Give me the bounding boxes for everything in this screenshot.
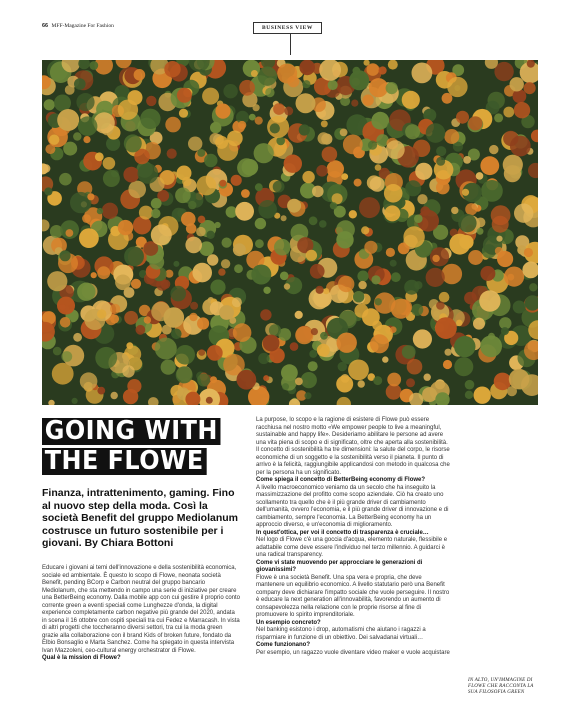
interview-question: In quest'ottica, per voi il concetto di trasparenza è cruciale… bbox=[256, 529, 429, 536]
interview-question: Come spiega il concetto di BetterBeing economy di Flowe? bbox=[256, 477, 426, 483]
middle-column bbox=[256, 417, 452, 657]
body-paragraph: Flowe è una società Benefit. Una spa vera e propria, che deve mantenere un equilibrio economico. A livello statutario però una Benefit company deve dichiarare l'impatto sociale che vuole perseguire. Il nostro è educare la next generation all'innovabilità, favorendo un aumento di consapevolezza nella relazione con le proprie risorse al fine di promuovere lo spirito imprenditoriale. bbox=[256, 574, 450, 618]
photo-caption: IN ALTO, UN'IMMAGINE DI FLOWE CHE RACCONTA LA SUA FILOSOFIA GREEN bbox=[468, 678, 534, 695]
section-tag: BUSINESS VIEW bbox=[253, 22, 322, 34]
body-paragraph: Nel logo di Flowe c'è una goccia d'acqua, elemento naturale, flessibile e adattabile come deve essere l'individuo nel terzo millennio. A guidarci è una radical transparency. bbox=[256, 537, 448, 558]
body-paragraph: A livello macroeconomico veniamo da un secolo che ha inseguito la massimizzazione del profitto come scopo aziendale. Ciò ha creato uno scollamento tra quello che è il più grande driver di cambiamento dell'umanità, ovvero l'economia, e il più grande driver di innovazione e di cambiamento, sempre l'economia. La BetterBeing economy ha un approccio diverso, e un'economia di miglioramento. bbox=[256, 484, 449, 528]
body-paragraph: La purpose, lo scopo e la ragione di esistere di Flowe può essere racchiusa nel nostro motto «We empower people to live a meaningful, sustainable and happy life». Desideriamo abilitare le persone ad avere una vita piena di scopo e di significato, oltre che aperta alla sostenibilità. Il concetto di sostenibilità ha tre dimensioni: la salute del corpo, le risorse economiche di un soggetto e la sostenibilità verso il pianeta. Il punto di arrivo è la felicità, raggiungibile applicandosi con metodo in qualcosa che per la persona ha un significato. bbox=[256, 417, 450, 476]
page-header bbox=[42, 23, 114, 29]
forest-canopy-image bbox=[42, 60, 538, 405]
interview-question: Un esempio concreto? bbox=[256, 619, 321, 626]
title-line-1: GOING WITH bbox=[42, 418, 221, 445]
page-number: 66 bbox=[42, 23, 49, 29]
left-column bbox=[42, 565, 240, 663]
interview-question: Come funzionano? bbox=[256, 642, 310, 648]
body-paragraph: Nel banking esistono i drop, automatismi che aiutano i ragazzi a risparmiare in funzione di un obiettivo. Dei salvadanai virtuali… bbox=[256, 627, 426, 641]
article-lead: Finanza, intrattenimento, gaming. Fino al nuovo step della moda. Così la società Benefit del gruppo Mediolanum costrusce un futuro sostenibile per i giovani. By Chiara Bottoni bbox=[42, 487, 239, 549]
forest-aerial-photo bbox=[42, 60, 538, 405]
section-divider bbox=[290, 33, 291, 55]
interview-question: Come vi state muovendo per approcciare le generazioni di giovanissimi? bbox=[256, 559, 423, 573]
title-line-2: THE FLOWE bbox=[42, 448, 206, 475]
article-title bbox=[42, 418, 236, 478]
interview-question: Qual è la mission di Flowe? bbox=[42, 655, 121, 661]
body-paragraph: Educare i giovani ai temi dell'innovazione e della sostenibilità economica, sociale ed ambientale. È questo lo scopo di Flowe, neonata società Benefit, pending BCorp e Carbon neutral del gruppo bancario Mediolanum, che sta mettendo in campo una serie di iniziative per creare una BetterBeing economy. Dalla mobile app con cui gestire il proprio conto corrente green a eventi speciali come Lunghezze d'onda, la digital experience completamente carbon negative più grande del 2020, andata in scena il 16 ottobre con ospiti speciali tra cui Fedez e Marracash. In vista di altri progetti che toccheranno diversi settori, tra cui la moda green grazie alla collaborazione con il brand Kids of broken future, fondato da Elbio Bonsaglio e Marta Sanchez. Come ha spiegato in questa intervista Ivan Mazzoleni, ceo-cultural energy orchestrator di Flowe. bbox=[42, 565, 240, 654]
body-paragraph: Per esempio, un ragazzo vuole diventare video maker e vuole acquistare bbox=[256, 649, 450, 656]
publication-name: MFF-Magazine For Fashion bbox=[51, 23, 114, 29]
